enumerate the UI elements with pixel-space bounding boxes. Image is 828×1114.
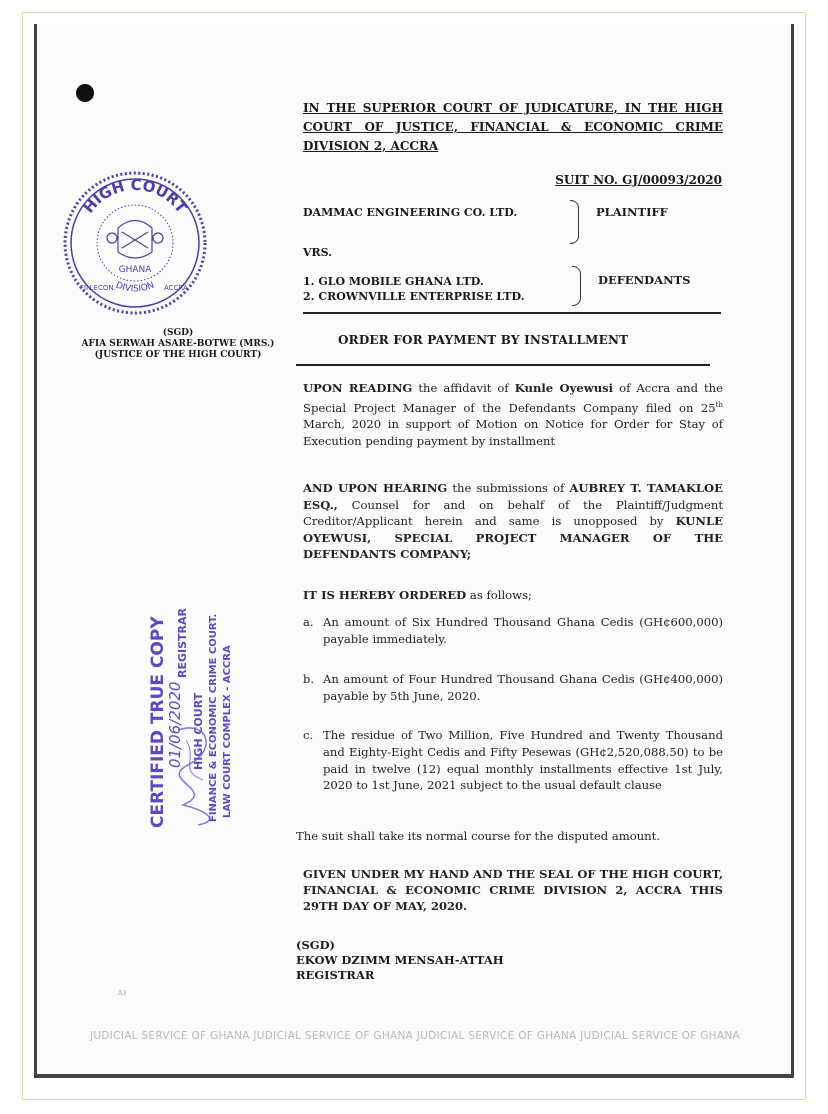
- stamp-certified: CERTIFIED TRUE COPY: [148, 616, 168, 828]
- upon-reading-text-1: the affidavit of: [412, 381, 515, 395]
- registrar-signature-block: [296, 938, 504, 983]
- order-item-c: [303, 727, 723, 794]
- date-suffix: th: [715, 400, 723, 409]
- svg-text:HIGH COURT: [79, 176, 191, 217]
- defendant-2: 2. CROWNVILLE ENTERPRISE LTD.: [303, 290, 525, 303]
- punch-hole: [76, 84, 94, 102]
- suit-course-text: The suit shall take its normal course for the disputed amount.: [296, 829, 660, 843]
- order-text: An amount of Six Hundred Thousand Ghana Cedis (GH¢600,000) payable immediately.: [323, 615, 723, 646]
- upon-reading-lead: UPON READING: [303, 381, 413, 395]
- stamp-registrar: REGISTRAR: [176, 608, 189, 678]
- court-seal-icon: [60, 168, 210, 318]
- divider-bottom: [296, 364, 710, 366]
- judge-title: (JUSTICE OF THE HIGH COURT): [94, 350, 262, 360]
- divider-top: [303, 312, 721, 314]
- seal-left-text: FIN.ECON.: [80, 284, 116, 292]
- upon-hearing-text-1: the submissions of: [447, 481, 570, 495]
- given-under-hand: GIVEN UNDER MY HAND AND THE SEAL OF THE HIGH COURT, FINANCIAL & ECONOMIC CRIME DIVISION 2, ACCRA THIS 29TH DAY OF MAY, 2020.: [303, 867, 723, 913]
- upon-hearing-text-2: Counsel for and on behalf of the Plaintiff/Judgment Creditor/Applicant herein and same is unopposed by: [303, 497, 723, 529]
- defendants-role: DEFENDANTS: [598, 273, 691, 287]
- affiant-name: Kunle Oyewusi: [514, 381, 614, 395]
- order-text: An amount of Four Hundred Thousand Ghana Cedis (GH¢400,000) payable by 5th June, 2020.: [323, 672, 723, 703]
- order-title: ORDER FOR PAYMENT BY INSTALLMENT: [338, 333, 629, 347]
- upon-reading-text-2: of Accra and the Special Project Manager of the Defendants Company filed on 25: [303, 381, 723, 415]
- stamp-division: FINANCE & ECONOMIC CRIME COURT.: [208, 613, 219, 822]
- plaintiff-role: PLAINTIFF: [596, 205, 668, 219]
- seal-right-text: ACCRA: [164, 284, 188, 292]
- order-letter: c.: [303, 728, 314, 742]
- seal-bottom-text: DIVISION: [114, 280, 156, 295]
- plaintiff-name: DAMMAC ENGINEERING CO. LTD.: [303, 206, 518, 219]
- svg-text:DIVISION: [114, 281, 156, 295]
- order-letter: a.: [303, 615, 314, 629]
- seal-center-text: GHANA: [118, 265, 152, 275]
- signature-scribble-icon: [168, 710, 238, 830]
- versus-label: VRS.: [303, 246, 333, 259]
- paragraph-upon-reading: [303, 380, 723, 449]
- seal-top-text: HIGH COURT: [79, 175, 191, 217]
- order-text: The residue of Two Million, Five Hundred and Twenty Thousand and Eighty-Eight Cedis and Fifty Pesewas (GH¢2,520,088.50) to be paid in twelve (12) equal monthly installments effective 1st July, 2020 to 1st June, 2021 subject to the usual default clause: [323, 728, 723, 793]
- ordered-lead: IT IS HEREBY ORDERED: [303, 588, 467, 602]
- registrar-sgd: (SGD): [296, 938, 335, 952]
- defendant-1: 1. GLO MOBILE GHANA LTD.: [303, 275, 484, 288]
- plaintiff-brace: [570, 200, 579, 244]
- page-mark: A3: [118, 990, 127, 997]
- upon-reading-text-3: March, 2020 in support of Motion on Notice for Order for Stay of Execution pending payment by installment: [303, 417, 723, 448]
- stamp-complex: LAW COURT COMPLEX - ACCRA: [222, 645, 233, 818]
- stamp-date: 01/06/2020: [166, 681, 184, 768]
- judge-sgd: (SGD): [162, 328, 194, 338]
- registrar-title: REGISTRAR: [296, 968, 375, 982]
- order-letter: b.: [303, 672, 315, 686]
- order-item-a: [303, 614, 723, 648]
- order-item-b: [303, 671, 723, 705]
- defendants-brace: [572, 266, 581, 306]
- stamp-court: HIGH COURT: [192, 692, 205, 770]
- judge-signature-block: [48, 328, 308, 361]
- counsel-name: AUBREY T. TAMAKLOE ESQ.,: [303, 481, 723, 512]
- paragraph-upon-hearing: [303, 480, 723, 563]
- manager-name: KUNLE OYEWUSI, SPECIAL PROJECT MANAGER OF THE DEFENDANTS COMPANY;: [303, 514, 723, 562]
- upon-hearing-lead: AND UPON HEARING: [303, 481, 448, 495]
- ordered-rest: as follows;: [466, 588, 532, 602]
- judge-name: AFIA SERWAH ASARE-BOTWE (MRS.): [81, 339, 275, 349]
- paragraph-ordered: [303, 587, 723, 604]
- defendants-list: [303, 274, 524, 304]
- court-heading: IN THE SUPERIOR COURT OF JUDICATURE, IN THE HIGH COURT OF JUSTICE, FINANCIAL & ECONOMIC CRIME DIVISION 2, ACCRA: [303, 101, 723, 153]
- registrar-name: EKOW DZIMM MENSAH-ATTAH: [296, 953, 504, 967]
- footer-watermark: JUDICIAL SERVICE OF GHANA JUDICIAL SERVICE OF GHANA JUDICIAL SERVICE OF GHANA JUDICIAL SERVICE OF GHANA: [90, 1030, 740, 1042]
- suit-number: SUIT NO. GJ/00093/2020: [555, 173, 722, 187]
